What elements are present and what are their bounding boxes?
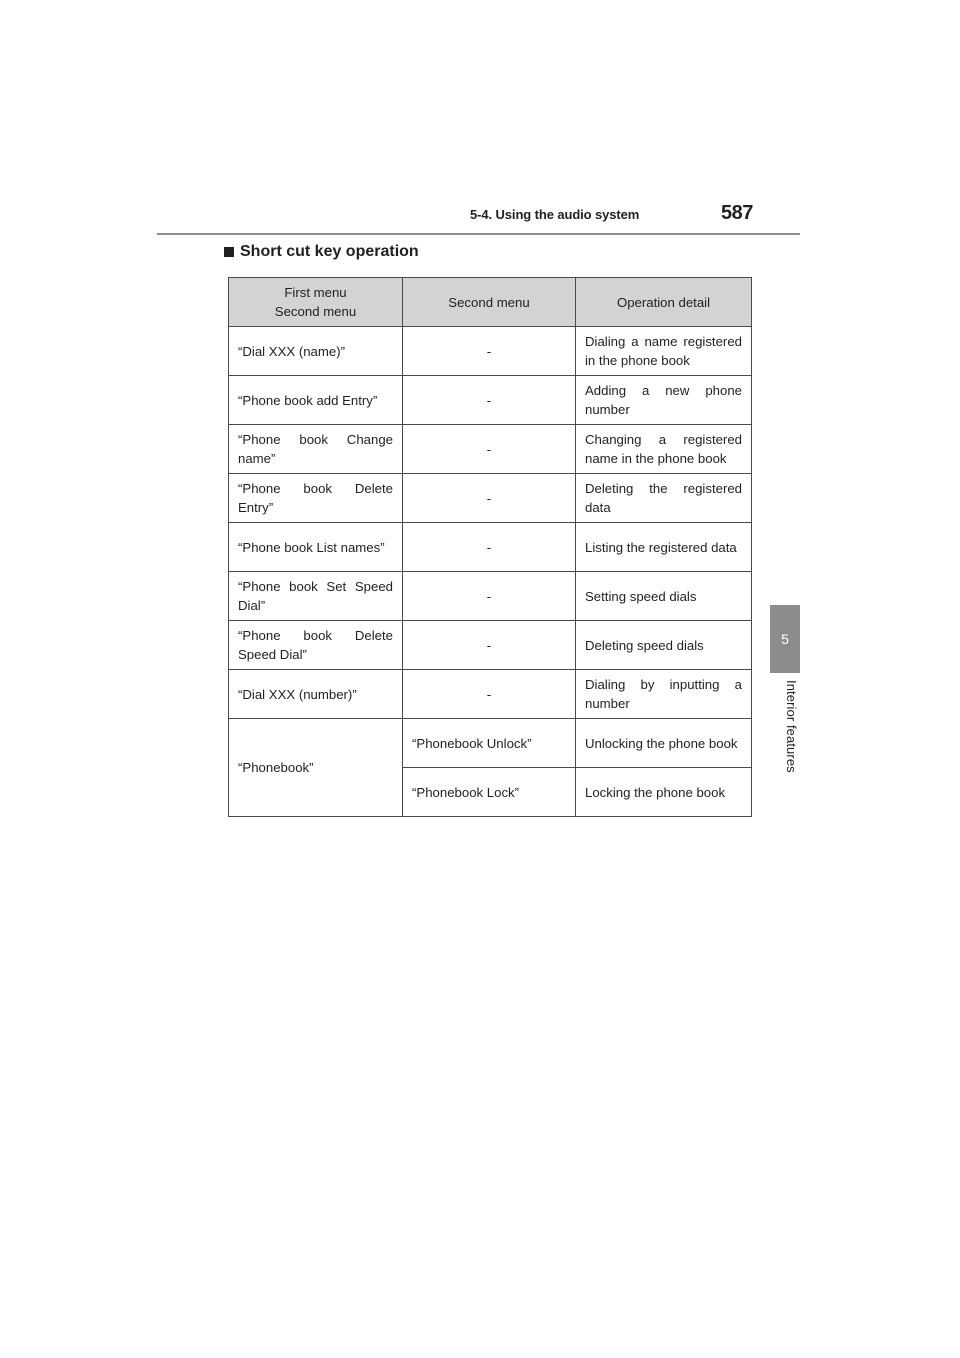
table-row (229, 376, 752, 425)
table-row (229, 572, 752, 621)
first-menu-cell: “Dial XXX (number)” (229, 670, 403, 719)
second-menu-cell: - (403, 425, 576, 474)
first-menu-cell: “Phone book Set Speed Dial” (229, 572, 403, 621)
first-menu-cell: “Phone book add Entry” (229, 376, 403, 425)
second-menu-cell: - (403, 474, 576, 523)
second-menu-cell: - (403, 327, 576, 376)
first-menu-cell: “Phone book Delete Speed Dial” (229, 621, 403, 670)
header-section-title: 5-4. Using the audio system (470, 207, 640, 222)
chapter-label: Interior features (784, 680, 799, 773)
operation-detail-cell: Dialing a name registered in the phone book (576, 327, 752, 376)
header-first-menu-line1: First menu (284, 285, 347, 300)
header-operation-detail: Operation detail (576, 278, 752, 327)
second-menu-cell: “Phonebook Unlock” (403, 719, 576, 768)
operation-detail-cell: Locking the phone book (576, 768, 752, 817)
table-row (229, 425, 752, 474)
second-menu-cell: - (403, 376, 576, 425)
operation-detail-cell: Dialing by inputting a number (576, 670, 752, 719)
operation-detail-cell: Deleting speed dials (576, 621, 752, 670)
chapter-tab (770, 605, 800, 673)
table-row (229, 670, 752, 719)
shortcut-table (228, 277, 752, 817)
first-menu-cell: “Dial XXX (name)” (229, 327, 403, 376)
second-menu-cell: - (403, 621, 576, 670)
first-menu-cell: “Phonebook” (229, 719, 403, 817)
square-bullet-icon (224, 247, 234, 257)
second-menu-cell: - (403, 523, 576, 572)
table-row (229, 523, 752, 572)
second-menu-cell: “Phonebook Lock” (403, 768, 576, 817)
operation-detail-cell: Changing a registered name in the phone book (576, 425, 752, 474)
second-menu-cell: - (403, 670, 576, 719)
section-heading (224, 243, 419, 261)
header-second-menu: Second menu (403, 278, 576, 327)
operation-detail-cell: Listing the registered data (576, 523, 752, 572)
operation-detail-cell: Setting speed dials (576, 572, 752, 621)
first-menu-cell: “Phone book Delete Entry” (229, 474, 403, 523)
first-menu-cell: “Phone book Change name” (229, 425, 403, 474)
first-menu-cell: “Phone book List names” (229, 523, 403, 572)
operation-detail-cell: Unlocking the phone book (576, 719, 752, 768)
operation-detail-cell: Deleting the registered data (576, 474, 752, 523)
table-row (229, 621, 752, 670)
header-first-menu-line2: Second menu (274, 304, 357, 319)
table-row (229, 474, 752, 523)
page-number: 587 (721, 202, 753, 224)
header-first-menu (229, 278, 403, 327)
second-menu-cell: - (403, 572, 576, 621)
operation-detail-cell: Adding a new phone number (576, 376, 752, 425)
table-header-row (229, 278, 752, 327)
chapter-number: 5 (781, 631, 789, 647)
header-divider (157, 233, 800, 235)
table-row (229, 327, 752, 376)
section-heading-text: Short cut key operation (240, 243, 419, 260)
table-row (229, 719, 752, 768)
